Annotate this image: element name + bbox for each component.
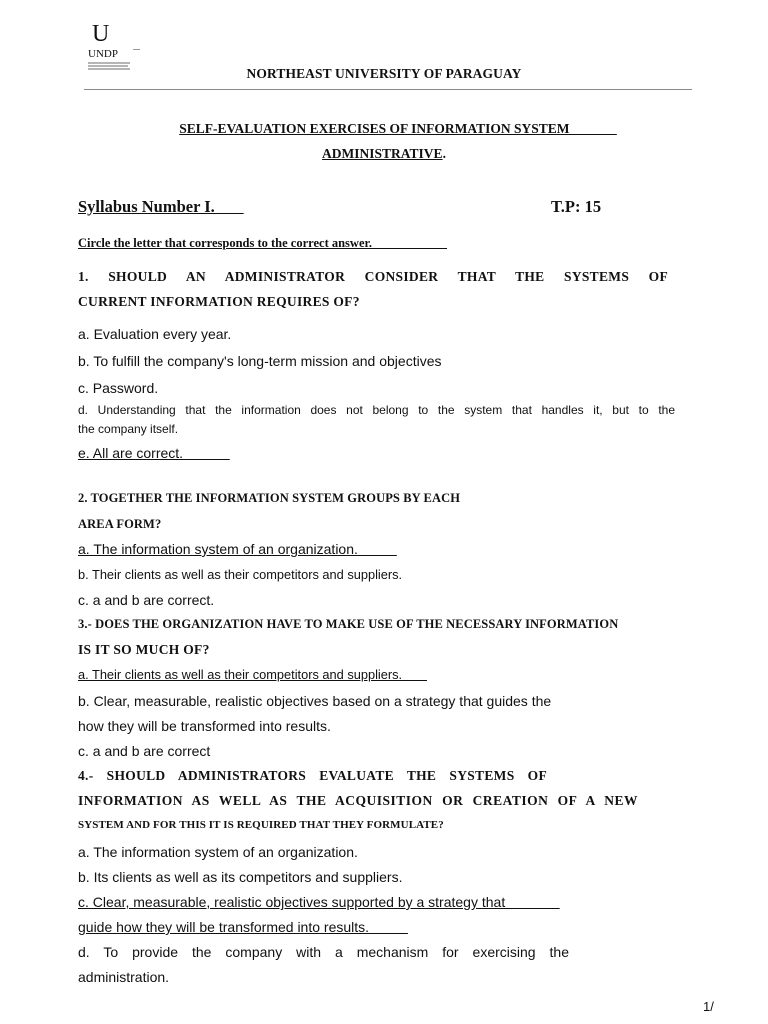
question-3-option-c: c. a and b are correct: [78, 743, 211, 759]
question-1-line-1: 1. SHOULD AN ADMINISTRATOR CONSIDER THAT THE SYSTEMS OF: [78, 269, 668, 284]
question-1-option-b: b. To fulfill the company's long-term mission and objectives: [78, 353, 442, 369]
question-2-line-1: 2. TOGETHER THE INFORMATION SYSTEM GROUPS BY EACH: [78, 491, 461, 505]
instructions: Circle the letter that corresponds to the correct answer.: [78, 236, 448, 250]
question-3-option-b-line-1: b. Clear, measurable, realistic objectives based on a strategy that guides the: [78, 693, 552, 709]
question-4-option-c-line-1: c. Clear, measurable, realistic objectives supported by a strategy that: [78, 894, 560, 910]
question-3-line-1: 3.- DOES THE ORGANIZATION HAVE TO MAKE USE OF THE NECESSARY INFORMATION: [78, 617, 619, 631]
question-4-option-c-line-2: guide how they will be transformed into results.: [78, 919, 408, 935]
question-2-option-a: a. The information system of an organization.: [78, 541, 397, 557]
question-4-option-b: b. Its clients as well as its competitors and suppliers.: [78, 869, 403, 885]
question-1-line-2: CURRENT INFORMATION REQUIRES OF?: [78, 294, 360, 309]
question-4-line-3: SYSTEM AND FOR THIS IT IS REQUIRED THAT THEY FORMULATE?: [78, 819, 444, 831]
question-2-option-b: b. Their clients as well as their competitors and suppliers.: [78, 567, 403, 582]
question-4-line-1: 4.- SHOULD ADMINISTRATORS EVALUATE THE SYSTEMS OF: [78, 768, 547, 783]
question-3-option-b-line-2: how they will be transformed into results.: [78, 718, 331, 734]
question-3-option-a: a. Their clients as well as their competitors and suppliers.: [78, 667, 427, 682]
question-4-option-a: a. The information system of an organization.: [78, 844, 358, 860]
logo-name: UNDP: [88, 48, 118, 60]
question-4-line-2: INFORMATION AS WELL AS THE ACQUISITION OR CREATION OF A NEW: [78, 793, 638, 808]
question-4-option-d-line-1: d. To provide the company with a mechanism for exercising the: [78, 944, 569, 960]
question-1-option-e: e. All are correct.: [78, 445, 230, 461]
question-1-option-a: a. Evaluation every year.: [78, 326, 232, 342]
document-title-line-2: ADMINISTRATIVE.: [322, 146, 446, 161]
question-1-option-c: c. Password.: [78, 380, 159, 396]
tp-number: T.P: 15: [551, 197, 602, 216]
syllabus-number: Syllabus Number I.: [78, 197, 244, 216]
university-name: NORTHEAST UNIVERSITY OF PARAGUAY: [246, 66, 522, 81]
question-1-option-d-line-2: the company itself.: [78, 422, 179, 436]
question-2-line-2: AREA FORM?: [78, 517, 162, 531]
question-2-option-c: c. a and b are correct.: [78, 592, 215, 608]
logo-letter: U: [92, 21, 110, 47]
question-4-option-d-line-2: administration.: [78, 969, 170, 985]
undp-logo: [88, 22, 144, 71]
page-number: 1/: [703, 999, 714, 1014]
question-1-option-d-line-1: d. Understanding that the information does not belong to the system that handles it, but to the: [78, 403, 675, 417]
question-3-line-2: IS IT SO MUCH OF?: [78, 642, 210, 657]
document-title-line-1: SELF-EVALUATION EXERCISES OF INFORMATION SYSTEM: [179, 121, 617, 136]
header-divider: [84, 89, 692, 90]
logo-mark: [133, 49, 140, 50]
